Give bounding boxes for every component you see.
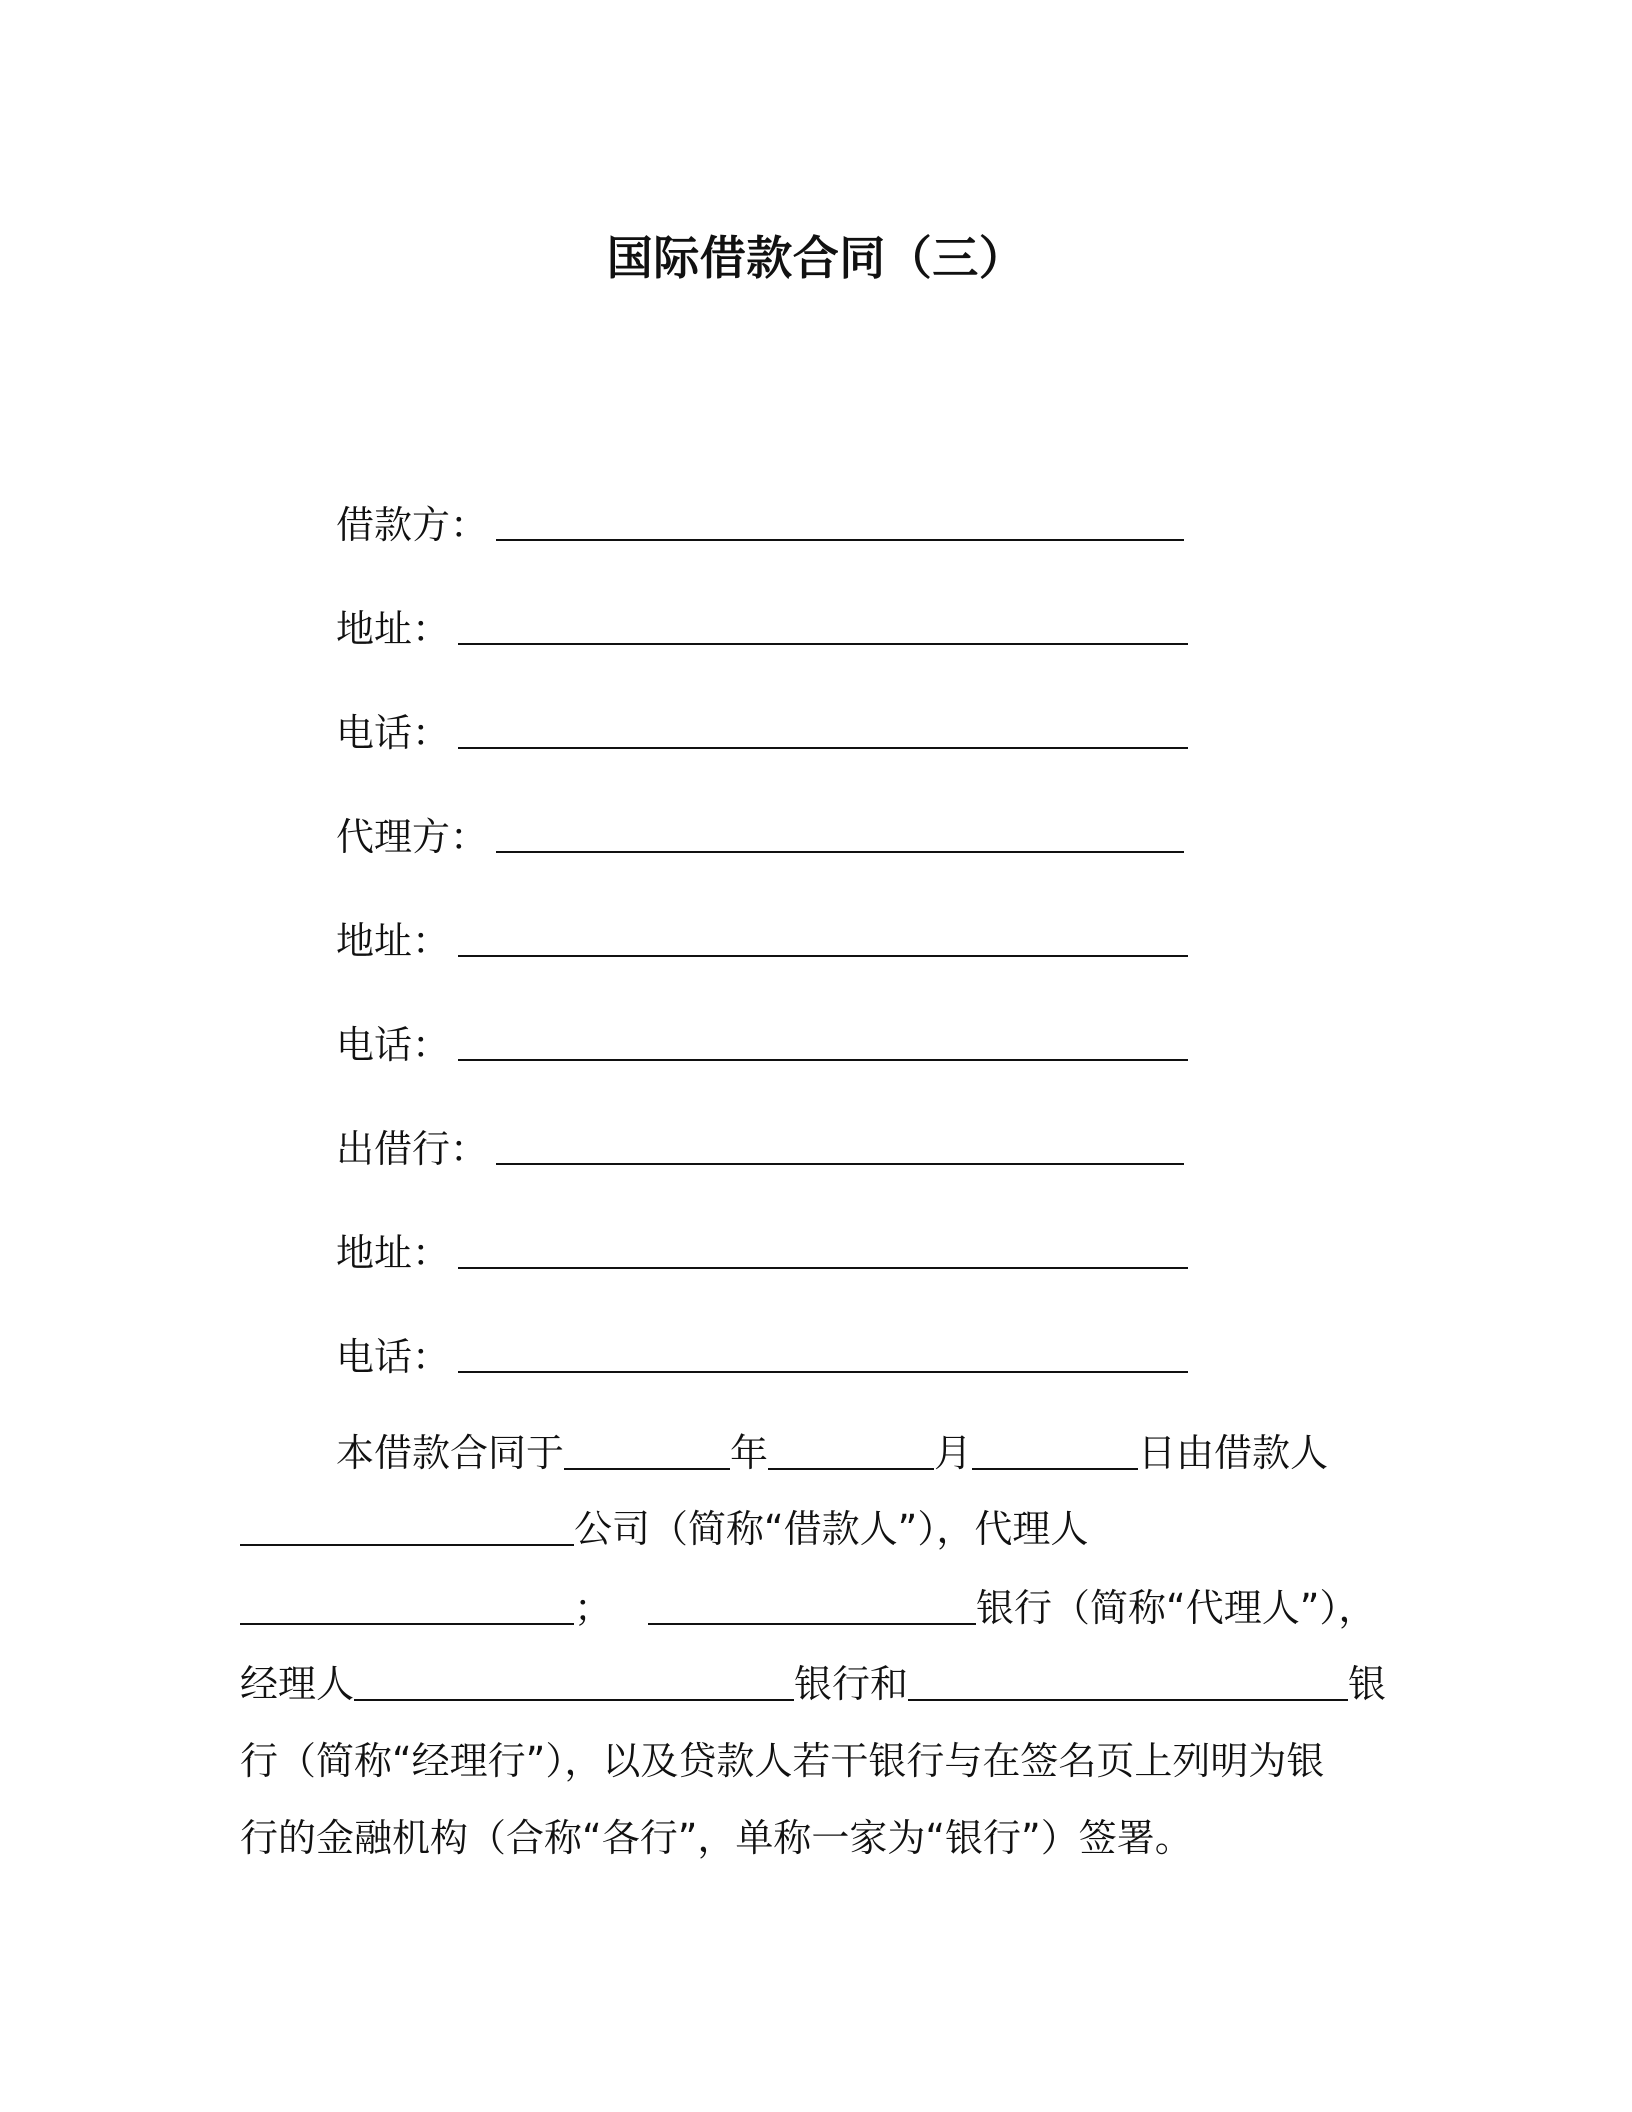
paragraph-line-3 [240,1580,1376,1636]
month-blank [768,1468,934,1470]
manager-bank-blank-2 [908,1699,1348,1701]
paragraph-line-5: 行（简称“经理行”），以及贷款人若干银行与在签名页上列明为银 [240,1739,1325,1783]
agent-name-blank [240,1623,574,1625]
day-blank [972,1468,1138,1470]
borrower-phone-field [336,705,1188,761]
agent-bank-blank [648,1623,976,1625]
field-label: 代理方： [336,815,489,859]
field-label: 电话： [336,1335,451,1379]
manager-bank-blank-1 [354,1699,794,1701]
paragraph-text: 年 [730,1431,769,1475]
fill-blank-line [458,643,1188,645]
lending-bank-address-field [336,1225,1188,1281]
paragraph-text: ； [574,1586,613,1630]
borrower-address-field [336,601,1188,657]
agent-phone-field [336,1017,1188,1073]
paragraph-text: 银行（简称“代理人”）， [976,1586,1377,1630]
paragraph-text: 月 [934,1431,973,1475]
borrower-company-blank [240,1544,574,1546]
fill-blank-line [496,539,1184,541]
fill-blank-line [458,955,1188,957]
paragraph-text: 日由借款人 [1138,1431,1329,1475]
paragraph-text: 公司（简称“借款人”），代理人 [574,1507,1089,1551]
field-label: 电话： [336,1023,451,1067]
fill-blank-line [496,851,1184,853]
lending-bank-phone-field [336,1329,1188,1385]
paragraph-line-4 [240,1656,1386,1712]
paragraph-line-6: 行的金融机构（合称“各行”，单称一家为“银行”）签署。 [240,1816,1193,1860]
year-blank [564,1468,730,1470]
field-label: 地址： [336,607,451,651]
field-label: 地址： [336,919,451,963]
lending-bank-field [336,1121,1184,1177]
paragraph-text: 本借款合同于 [336,1431,565,1475]
paragraph-line-1 [336,1425,1328,1481]
document-title: 国际借款合同（三） [606,231,1026,285]
paragraph-text: 银 [1348,1662,1387,1706]
field-label: 借款方： [336,503,489,547]
fill-blank-line [458,1371,1188,1373]
paragraph-text: 经理人 [240,1662,355,1706]
agent-address-field [336,913,1188,969]
fill-blank-line [496,1163,1184,1165]
field-label: 出借行： [336,1127,489,1171]
fill-blank-line [458,1267,1188,1269]
field-label: 地址： [336,1231,451,1275]
paragraph-text: 银行和 [794,1662,909,1706]
agent-field [336,809,1184,865]
field-label: 电话： [336,711,451,755]
paragraph-line-2 [240,1501,1088,1557]
fill-blank-line [458,1059,1188,1061]
fill-blank-line [458,747,1188,749]
borrower-field [336,497,1184,553]
